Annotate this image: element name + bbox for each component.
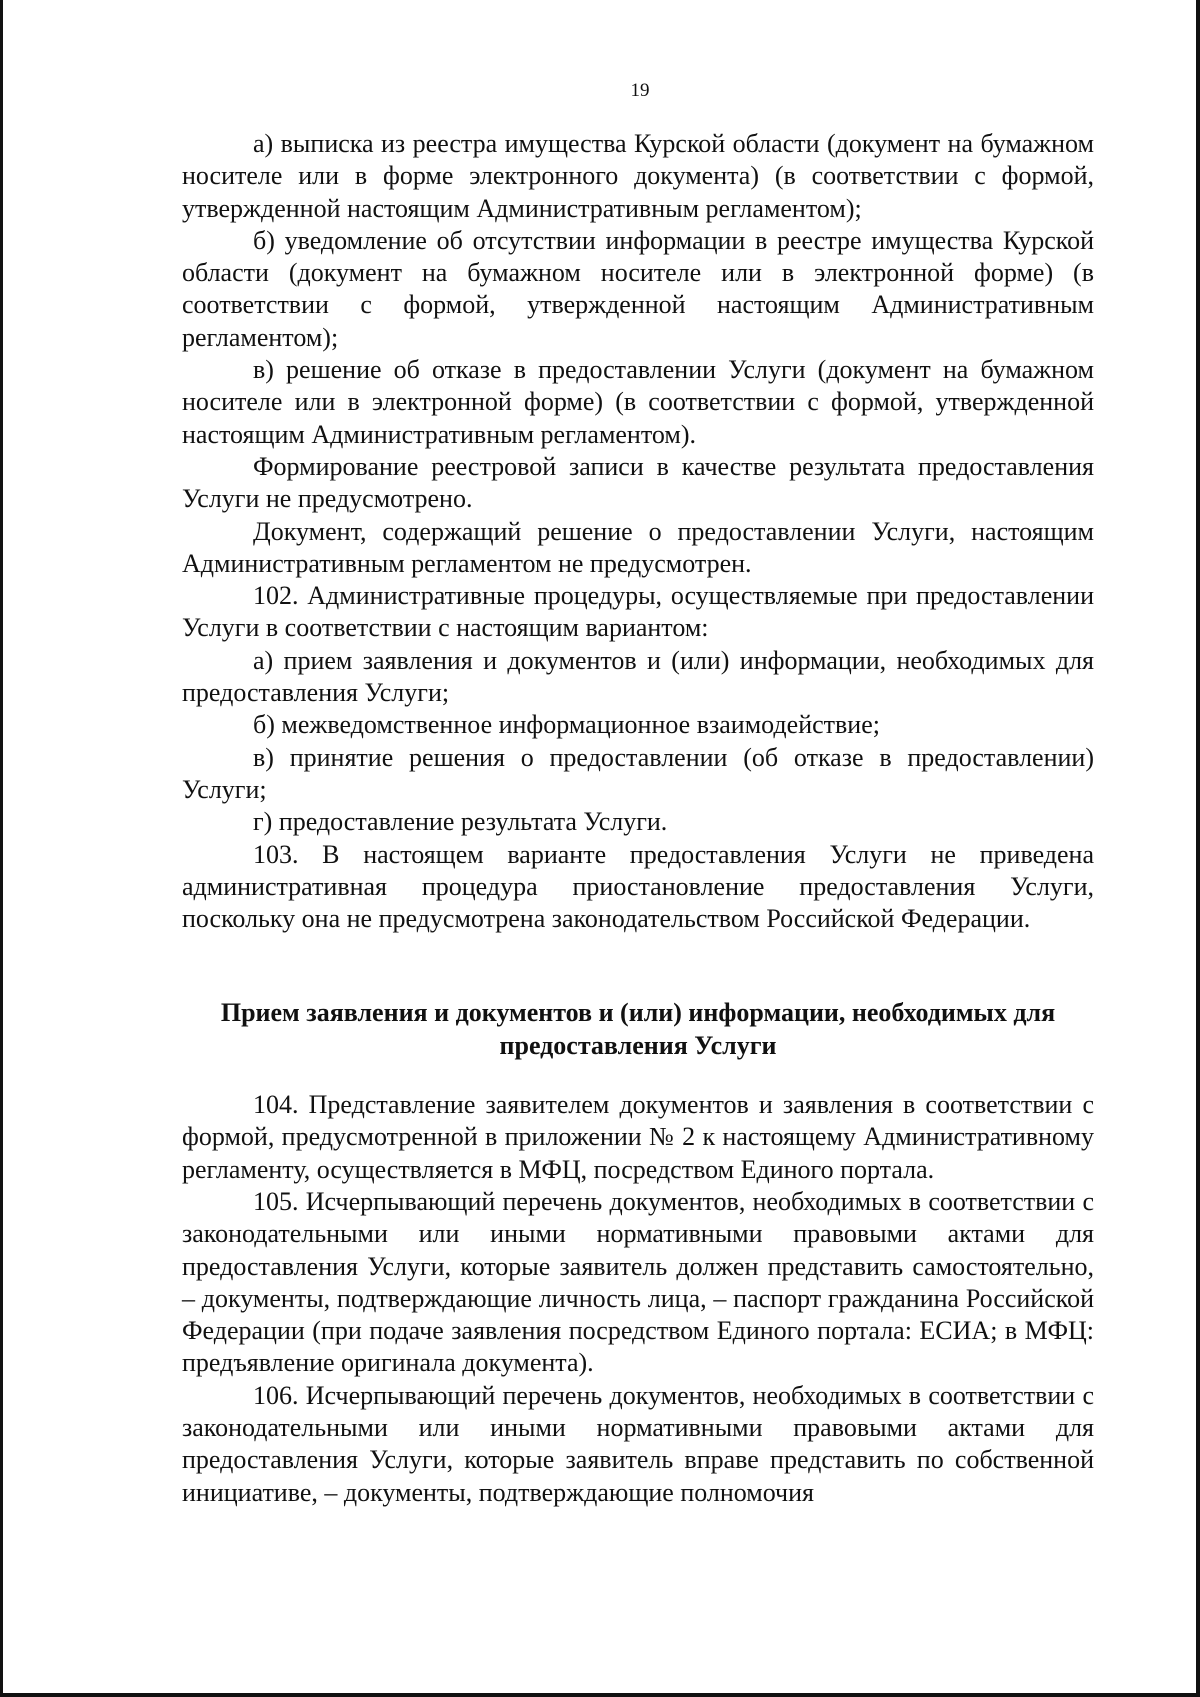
paragraph-102-v: в) принятие решения о предоставлении (об отказе в предоставлении) Услуги; [182, 742, 1094, 804]
paragraph-102-a: а) прием заявления и документов и (или) информации, необходимых для предоставления Услуги; [182, 645, 1094, 708]
paragraph-item-a-extract: а) выписка из реестра имущества Курской области (документ на бумажном носителе или в форме электронного документа) (в соответствии с формой, утвержденной настоящим Административным регламентом); [182, 129, 1094, 223]
paragraph-102-b: б) межведомственное информационное взаимодействие; [253, 710, 880, 740]
paragraph-decision-document: Документ, содержащий решение о предоставлении Услуги, настоящим Административным регламентом не предусмотрен. [182, 516, 1094, 578]
paragraph-105: 105. Исчерпывающий перечень документов, необходимых в соответствии с законодательными или иными нормативными правовыми актами для предоставления Услуги, которые заявитель должен представить самостоятельно, – документы, подтверждающие личность лица, – паспорт гражданина Российской Федерации (при подаче заявления посредством Единого портала: ЕСИА; в МФЦ: предъявление оригинала документа). [182, 1186, 1094, 1378]
paragraph-102: 102. Административные процедуры, осуществляемые при предоставлении Услуги в соответствии с настоящим вариантом: [182, 581, 1094, 643]
section-heading: Прием заявления и документов и (или) информации, необходимых для предоставления Услуги [220, 998, 1056, 1060]
paragraph-item-v-refusal: в) решение об отказе в предоставлении Услуги (документ на бумажном носителе или в электронной форме) (в соответствии с формой, утвержденной настоящим Административным регламентом). [182, 355, 1094, 449]
paragraph-item-b-notice: б) уведомление об отсутствии информации в реестре имущества Курской области (документ на бумажном носителе или в электронной форме) (в соответствии с формой, утвержденной настоящим Административным регламентом); [182, 225, 1094, 352]
document-body [182, 128, 1094, 1509]
page-number: 19 [630, 80, 650, 101]
paragraph-102-g: г) предоставление результата Услуги. [253, 807, 668, 837]
paragraph-106: 106. Исчерпывающий перечень документов, необходимых в соответствии с законодательными или иными нормативными правовыми актами для предоставления Услуги, которые заявитель вправе представить по собственной инициативе, – документы, подтверждающие полномочия [182, 1380, 1094, 1507]
paragraph-103: 103. В настоящем варианте предоставления Услуги не приведена административная процедура приостановление предоставления Услуги, поскольку она не предусмотрена законодательством Российской Федерации. [182, 839, 1094, 934]
paragraph-registry-record: Формирование реестровой записи в качестве результата предоставления Услуги не предусмотрено. [182, 451, 1094, 514]
paragraph-104: 104. Представление заявителем документов и заявления в соответствии с формой, предусмотренной в приложении № 2 к настоящему Административному регламенту, осуществляется в МФЦ, посредством Единого портала. [182, 1090, 1094, 1184]
scan-edge-left [0, 0, 3, 1697]
scan-edge-right [1196, 0, 1200, 1697]
scan-edge-bottom [0, 1693, 1200, 1697]
